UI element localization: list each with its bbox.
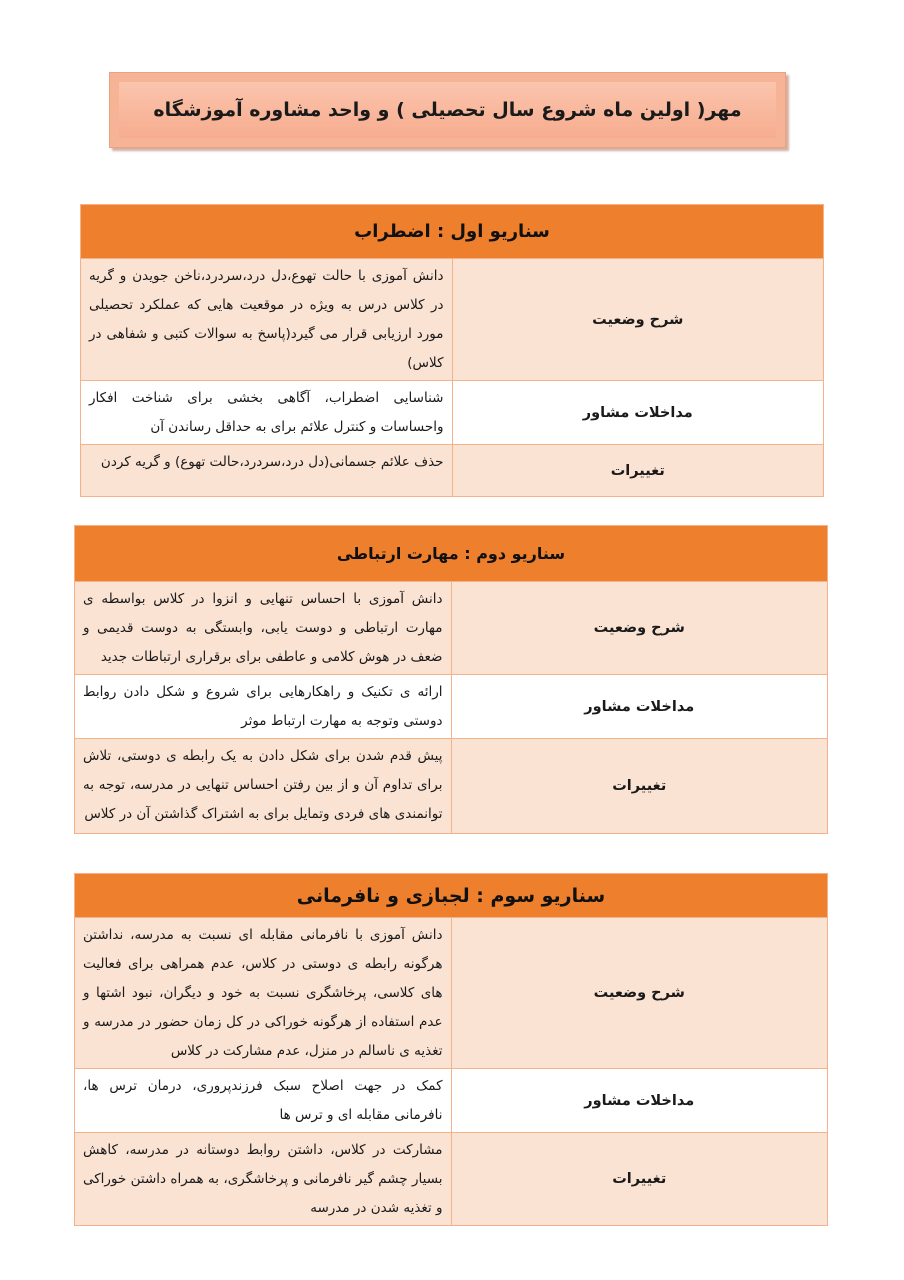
row-text: مشارکت در کلاس، داشتن روابط دوستانه در مدرسه، کاهش بسیار چشم گیر نافرمانی و پرخاشگری، به همراه داشتن خوراکی و تغذیه شدن در مدرسه	[75, 1133, 452, 1226]
row-label: تغییرات	[451, 739, 828, 834]
scenario-title: سناریو دوم : مهارت ارتباطی	[75, 526, 828, 582]
row-label: تغییرات	[451, 1133, 828, 1226]
page-title-banner	[109, 72, 786, 148]
row-text: ارائه ی تکنیک و راهکارهایی برای شروع و شکل دادن روابط دوستی وتوجه به مهارت ارتباط موثر	[75, 675, 452, 739]
row-label: تغییرات	[452, 445, 824, 497]
scenario-title: سناریو اول : اضطراب	[81, 205, 824, 259]
row-text: دانش آموزی با نافرمانی مقابله ای نسبت به مدرسه، نداشتن هرگونه رابطه ی دوستی در کلاس، عدم همراهی برای فعالیت های کلاسی، پرخاشگری نسبت به خود و دیگران، نبود اشتها و عدم استفاده از هرگونه خوراکی در کل زمان حضور در مدرسه و تغذیه ی ناسالم در منزل، عدم مشارکت در کلاس	[75, 918, 452, 1069]
row-text: شناسایی اضطراب، آگاهی بخشی برای شناخت افکار واحساسات و کنترل علائم برای به حداقل رساندن آن	[81, 381, 453, 445]
scenario-table-1	[80, 204, 824, 497]
row-text: پیش قدم شدن برای شکل دادن به یک رابطه ی دوستی، تلاش برای تداوم آن و از بین رفتن احساس تنهایی در مدرسه، توجه به توانمندی های فردی وتمایل برای به اشتراک گذاشتن آن در کلاس	[75, 739, 452, 834]
row-label: شرح وضعیت	[451, 918, 828, 1069]
row-label: مداخلات مشاور	[451, 1069, 828, 1133]
row-text: کمک در جهت اصلاح سبک فرزندپروری، درمان ترس ها، نافرمانی مقابله ای و ترس ها	[75, 1069, 452, 1133]
row-text: حذف علائم جسمانی(دل درد،سردرد،حالت تهوع) و گریه کردن	[81, 445, 453, 497]
row-text: دانش آموزی با احساس تنهایی و انزوا در کلاس بواسطه ی مهارت ارتباطی و دوست یابی، وابستگی به دوست قدیمی و ضعف در هوش کلامی و عاطفی برای برقراری ارتباطات جدید	[75, 582, 452, 675]
scenario-title: سناریو سوم : لجبازی و نافرمانی	[75, 874, 828, 918]
scenario-table-3	[74, 873, 828, 1226]
row-label: مداخلات مشاور	[451, 675, 828, 739]
row-text: دانش آموزی با حالت تهوع،دل درد،سردرد،ناخن جویدن و گریه در کلاس درس به ویژه در موقعیت هایی که عملکرد تحصیلی مورد ارزیابی قرار می گیرد(پاسخ به سوالات کتبی و شفاهی در کلاس)	[81, 259, 453, 381]
row-label: مداخلات مشاور	[452, 381, 824, 445]
row-label: شرح وضعیت	[452, 259, 824, 381]
scenario-table-2	[74, 525, 828, 834]
row-label: شرح وضعیت	[451, 582, 828, 675]
page-title: مهر( اولین ماه شروع سال تحصیلی ) و واحد مشاوره آموزشگاه	[153, 99, 742, 121]
